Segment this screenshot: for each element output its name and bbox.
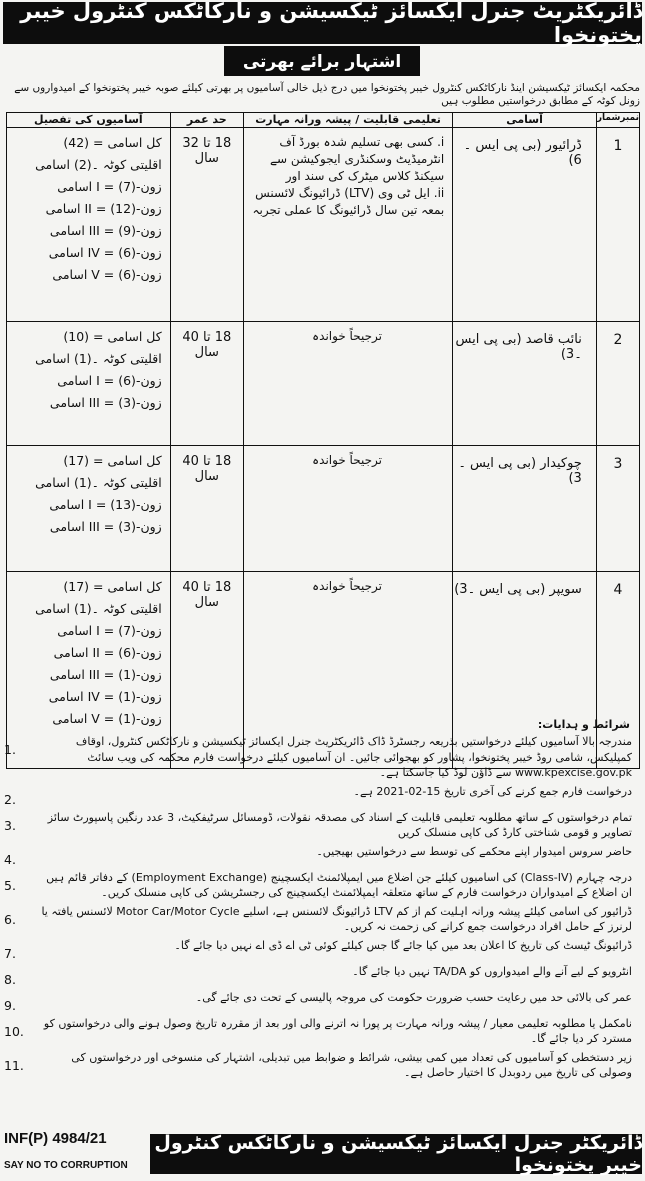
term-text: ڈرائیونگ ٹیسٹ کی تاریخ کا اعلان بعد میں کیا جائے گا جس کیلئے کوئی ٹی اے ڈی اے نہیں دیا جائے گا۔	[174, 938, 632, 952]
detail-line: زون-I = (6) اسامی	[57, 373, 162, 388]
term-number: 9.	[4, 997, 16, 1013]
table-row	[7, 322, 640, 446]
post-details	[7, 322, 171, 446]
term-text: ڈرائیور کی اسامی کیلئے پیشہ ورانہ اہلیت کم از کم LTV ڈرائیونگ لائسنس ہے، اسلیے Motor Car/Motor Cycle لائسنس یافتہ یا لرنرز کے حامل افراد درخواست جمع کرانے کی زحمت نہ کریں۔	[41, 904, 632, 933]
term-text: نامکمل یا مطلوبہ تعلیمی معیار / پیشہ ورانہ مہارت پر پورا نہ اترنے والی اور بعد از مقررہ تاریخ وصول ہونے والی درخواستوں کو مسترد کر دیا جائے گا۔	[43, 1016, 632, 1045]
serial-number: 4	[596, 572, 639, 769]
term-number: 8.	[4, 971, 16, 987]
qualification-line: i. کسی بھی تسلیم شدہ بورڈ آف انٹرمیڈیٹ وسکنڈری ایجوکیشن سے سیکنڈ کلاس میٹرک کی سند اور	[269, 135, 445, 183]
advertisement-subtitle: اشتہار برائے بھرتی	[224, 46, 420, 76]
post-title: سویپر (بی پی ایس ۔3)	[453, 572, 597, 769]
table-header-row	[7, 113, 640, 128]
term-number: 7.	[4, 945, 16, 961]
serial-number: 1	[596, 128, 639, 322]
serial-number: 3	[596, 446, 639, 572]
detail-line: اقلیتی کوٹہ ۔(1) اسامی	[35, 475, 162, 490]
age-limit: 18 تا 32 سال	[170, 128, 243, 322]
qualification-line: ترجیحاً خواندہ	[312, 329, 382, 343]
detail-line: اقلیتی کوٹہ ۔(1) اسامی	[35, 601, 162, 616]
term-item	[4, 1050, 640, 1081]
header-details: آسامیوں کی تفصیل	[7, 113, 171, 128]
post-details	[7, 446, 171, 572]
terms-heading: شرائط و ہدایات:	[537, 718, 630, 731]
term-text: درجہ چہارم (Class-IV) کی اسامیوں کیلئے جن اضلاع میں ایمپلائمنٹ ایکسچینج (Employment Exchange) کے دفاتر قائم ہیں ان اضلاع کے امیدواران درخواست فارم کے ساتھ متعلقہ ایمپلائمنٹ ایکسچینج کی رجسٹریشن کی کاپی منسلک کریں۔	[46, 870, 632, 899]
term-number: 4.	[4, 851, 16, 867]
detail-line: زون-IV = (1) اسامی	[48, 689, 162, 704]
detail-line: زون-III = (1) اسامی	[49, 667, 162, 682]
term-text: حاضر سروس امیدوار اپنے محکمے کی توسط سے درخواستیں بھیجیں۔	[316, 844, 632, 858]
term-item	[4, 784, 640, 807]
posts-table	[6, 112, 640, 769]
terms-list	[4, 734, 640, 1084]
serial-number: 2	[596, 322, 639, 446]
detail-line: زون-II = (6) اسامی	[53, 645, 162, 660]
post-title: ڈرائیور (بی پی ایس ۔6)	[453, 128, 597, 322]
detail-line: کل اسامی = (10)	[63, 329, 162, 344]
detail-line: زون-II = (12) اسامی	[45, 201, 162, 216]
qualification	[243, 128, 452, 322]
term-item	[4, 964, 640, 987]
detail-line: کل اسامی = (17)	[63, 453, 162, 468]
post-title: چوکیدار (بی پی ایس ۔3)	[453, 446, 597, 572]
term-item	[4, 1016, 640, 1047]
detail-line: زون-I = (7) اسامی	[57, 623, 162, 638]
qualification-line: ترجیحاً خواندہ	[312, 453, 382, 467]
detail-line: زون-IV = (6) اسامی	[48, 245, 162, 260]
qualification	[243, 322, 452, 446]
term-item	[4, 870, 640, 901]
term-text: درخواست فارم جمع کرنے کی آخری تاریخ 15-02-2021 ہے۔	[353, 784, 632, 798]
term-text: عمر کی بالائی حد میں رعایت حسب ضرورت حکومت کی مروجہ پالیسی کے تحت دی جائے گی۔	[195, 990, 632, 1004]
term-text: انٹرویو کے لیے آنے والے امیدواروں کو TA/DA نہیں دیا جائے گا۔	[352, 964, 632, 978]
term-number: 2.	[4, 791, 16, 807]
inf-number: INF(P) 4984/21	[4, 1130, 107, 1147]
header-title: ڈائریکٹریٹ جنرل ایکسائز ٹیکسیشن و نارکاٹکس کنٹرول خیبر پختونخوا	[3, 2, 642, 44]
detail-line: زون-I = (7) اسامی	[57, 179, 162, 194]
detail-line: زون-III = (9) اسامی	[49, 223, 162, 238]
qualification-line: ii. ایل ٹی وی (LTV) ڈرائیونگ لائسنس بمعہ تین سال ڈرائیونگ کا عملی تجربہ	[252, 186, 445, 217]
qualification-line: ترجیحاً خواندہ	[312, 579, 382, 593]
term-number: 6.	[4, 911, 16, 927]
term-item	[4, 734, 640, 781]
detail-line: زون-III = (3) اسامی	[49, 395, 162, 410]
term-item	[4, 810, 640, 841]
term-number: 1.	[4, 742, 16, 757]
term-number: 10.	[4, 1023, 24, 1039]
header-age: حد عمر	[170, 113, 243, 128]
post-details	[7, 128, 171, 322]
table-row	[7, 128, 640, 322]
term-item	[4, 904, 640, 935]
term-item	[4, 990, 640, 1013]
detail-line: زون-V = (6) اسامی	[52, 267, 162, 282]
age-limit: 18 تا 40 سال	[170, 446, 243, 572]
detail-line: زون-I = (13) اسامی	[49, 497, 162, 512]
age-limit: 18 تا 40 سال	[170, 572, 243, 769]
term-text: زیر دستخطی کو آسامیوں کی تعداد میں کمی بیشی، شرائط و ضوابط میں تبدیلی، اشتہار کی منسوخی اور درخواستوں کی وصولی کی تاریخ میں ردوبدل کا اختیار حاصل ہے۔	[71, 1050, 632, 1079]
post-title: نائب قاصد (بی پی ایس ۔3)	[453, 322, 597, 446]
qualification	[243, 446, 452, 572]
detail-line: اقلیتی کوٹہ ۔(1) اسامی	[35, 351, 162, 366]
header-post: آسامی	[453, 113, 597, 128]
table-row	[7, 446, 640, 572]
term-item	[4, 844, 640, 867]
detail-line: زون-III = (3) اسامی	[49, 519, 162, 534]
intro-text: محکمہ ایکسائز ٹیکسیشن اینڈ نارکاٹکس کنٹرول خیبر پختونخوا میں درج ذیل خالی آسامیوں پر بھرتی کیلئے صوبہ خیبر پختونخوا کے امیدواروں سے زونل کوٹہ کے مطابق درخواستیں مطلوب ہیں	[14, 82, 640, 107]
age-limit: 18 تا 40 سال	[170, 322, 243, 446]
term-item	[4, 938, 640, 961]
term-number: 3.	[4, 817, 16, 833]
term-number: 5.	[4, 877, 16, 893]
detail-line: اقلیتی کوٹہ ۔(2) اسامی	[35, 157, 162, 172]
detail-line: کل اسامی = (42)	[63, 135, 162, 150]
anti-corruption-slogan: SAY NO TO CORRUPTION	[4, 1160, 128, 1171]
term-text: مندرجہ بالا آسامیوں کیلئے درخواستیں بذریعہ رجسٹرڈ ڈاک ڈائریکٹریٹ جنرل ایکسائز ٹیکسیشن و نارکاٹکس کنٹرول، اوقاف کمپلیکس، شامی روڈ خیبر پختونخوا، پشاور کو بھجوائی جائیں۔ ان آسامیوں کیلئے درخواست فارم محکمہ کی ویب سائٹ www.kpexcise.gov.pk سے ڈاؤن لوڈ کیا جاسکتا ہے۔	[75, 735, 632, 779]
header-sno: نمبرشمار	[596, 113, 639, 128]
detail-line: کل اسامی = (17)	[63, 579, 162, 594]
header-qualification: تعلیمی قابلیت / پیشہ ورانہ مہارت	[243, 113, 452, 128]
term-text: تمام درخواستوں کے ساتھ مطلوبہ تعلیمی قابلیت کے اسناد کی مصدقہ نقولات، ڈومسائل سرٹیفکیٹ، 3 عدد رنگین پاسپورٹ سائز تصاویر و قومی شناختی کارڈ کی کاپی منسلک کریں	[47, 810, 632, 839]
signature-banner: ڈائریکٹر جنرل ایکسائز ٹیکسیشن و نارکاٹکس کنٹرول خیبر پختونخوا	[150, 1134, 642, 1174]
detail-line: زون-V = (1) اسامی	[52, 711, 162, 726]
term-number: 11.	[4, 1057, 24, 1073]
